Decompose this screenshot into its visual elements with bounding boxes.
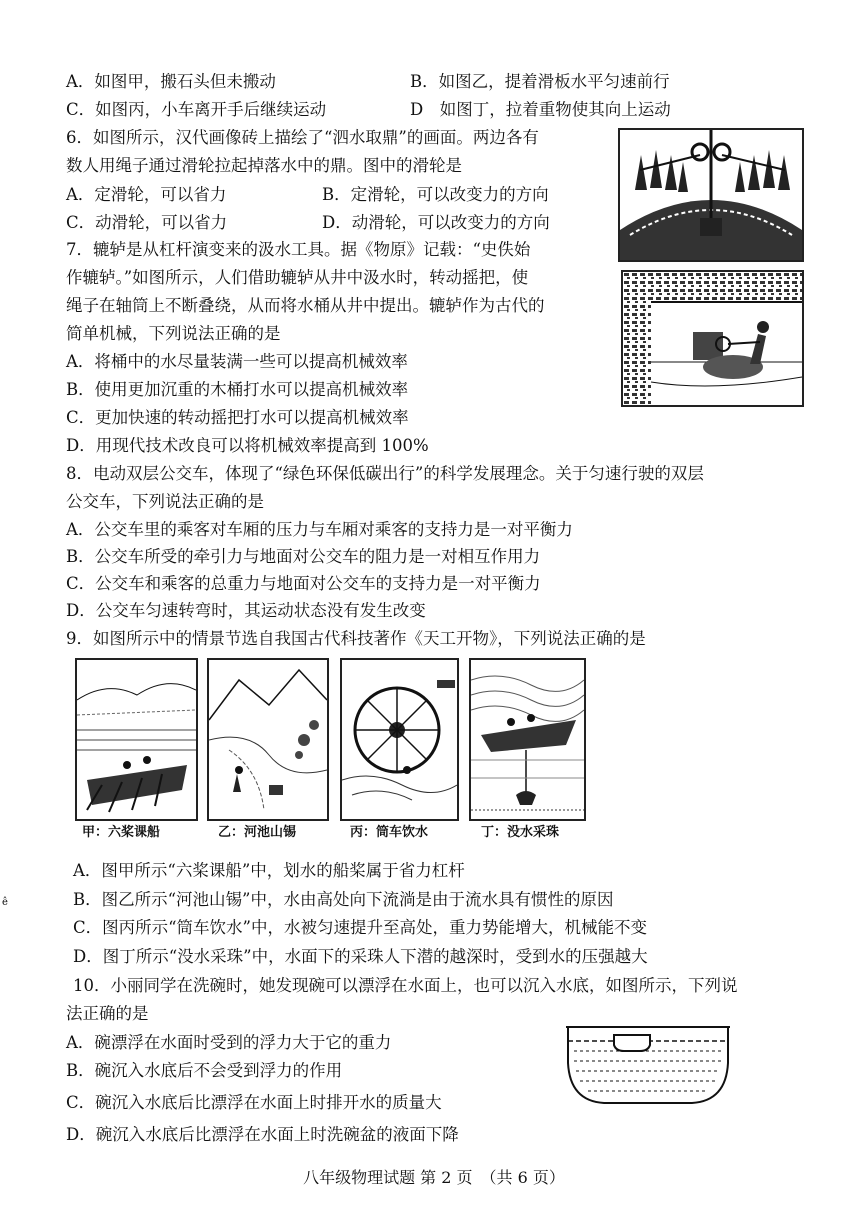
q6-option-d: D．动滑轮，可以改变力的方向 — [322, 213, 550, 232]
caption-bing: 丙：筒车饮水 — [350, 825, 429, 840]
q6-option-c: C．动滑轮，可以省力 — [66, 213, 228, 232]
q7-stem-line-4: 简单机械，下列说法正确的是 — [66, 324, 281, 343]
q8-option-a: A．公交车里的乘客对车厢的压力与车厢对乘客的支持力是一对平衡力 — [66, 520, 573, 539]
q8-option-c: C．公交车和乘客的总重力与地面对公交车的支持力是一对平衡力 — [66, 574, 541, 593]
pearl-diving-image — [469, 658, 586, 821]
q8-option-d: D．公交车匀速转弯时，其运动状态没有发生改变 — [66, 601, 426, 620]
caption-jia: 甲：六桨课船 — [82, 825, 161, 840]
q6-option-b: B．定滑轮，可以改变力的方向 — [322, 185, 549, 204]
q6-option-a: A．定滑轮，可以省力 — [66, 185, 227, 204]
q8-option-b: B．公交车所受的牵引力与地面对公交车的阻力是一对相互作用力 — [66, 547, 541, 566]
q9-stem: 9．如图所示中的情景节选自我国古代科技著作《天工开物》，下列说法正确的是 — [66, 629, 646, 648]
six-oar-boat-image — [75, 658, 198, 821]
q7-option-d: D．用现代技术改良可以将机械效率提高到 100% — [66, 436, 429, 455]
q10-stem-line-2: 法正确的是 — [66, 1004, 149, 1023]
waterwheel-image — [340, 658, 459, 821]
q7-stem-line-3: 绳子在轴筒上不断叠绕，从而将水桶从井中提出。辘轳作为古代的 — [66, 296, 545, 315]
windlass-image — [621, 270, 804, 407]
q7-stem-line-2: 作辘轳。”如图所示，人们借助辘轳从井中汲水时，转动摇把，使 — [66, 268, 529, 287]
q8-stem-line-1: 8．电动双层公交车，体现了“绿色环保低碳出行”的科学发展理念。关于匀速行驶的双层 — [66, 464, 704, 483]
q6-stem-line-2: 数人用绳子通过滑轮拉起掉落水中的鼎。图中的滑轮是 — [66, 156, 462, 175]
q10-option-a: A．碗漂浮在水面时受到的浮力大于它的重力 — [66, 1033, 392, 1052]
q5-option-a: A．如图甲，搬石头但未搬动 — [66, 72, 276, 91]
q7-option-c: C．更加快速的转动摇把打水可以提高机械效率 — [66, 408, 409, 427]
pulley-brick-image — [618, 128, 804, 262]
q9-option-a: A．图甲所示“六桨课船”中，划水的船桨属于省力杠杆 — [73, 861, 465, 880]
q7-option-a: A．将桶中的水尽量装满一些可以提高机械效率 — [66, 352, 408, 371]
page-footer: 八年级物理试题 第 2 页 （共 6 页） — [303, 1168, 565, 1187]
q10-option-c: C．碗沉入水底后比漂浮在水面上时排开水的质量大 — [66, 1093, 442, 1112]
q10-stem-line-1: 10．小丽同学在洗碗时，她发现碗可以漂浮在水面上，也可以沉入水底，如图所示，下列说 — [73, 976, 738, 995]
caption-ding: 丁：没水采珠 — [481, 825, 560, 840]
basin-bowl-diagram — [564, 1023, 732, 1105]
q5-option-b: B．如图乙，提着滑板水平匀速前行 — [410, 72, 670, 91]
q5-option-c: C．如图丙，小车离开手后继续运动 — [66, 100, 327, 119]
q6-stem-line-1: 6．如图所示，汉代画像砖上描绘了“泗水取鼎”的画面。两边各有 — [66, 128, 539, 147]
caption-yi: 乙：河池山锡 — [218, 825, 297, 840]
q9-option-d: D．图丁所示“没水采珠”中，水面下的采珠人下潜的越深时，受到水的压强越大 — [73, 947, 648, 966]
q9-option-b: B．图乙所示“河池山锡”中，水由高处向下流淌是由于流水具有惯性的原因 — [73, 890, 614, 909]
q5-option-d: D 如图丁，拉着重物使其向上运动 — [410, 100, 671, 119]
q7-stem-line-1: 7．辘轳是从杠杆演变来的汲水工具。据《物原》记载：“史佚始 — [66, 240, 531, 259]
q8-stem-line-2: 公交车，下列说法正确的是 — [66, 492, 264, 511]
margin-mark: ê — [2, 897, 8, 908]
q7-option-b: B．使用更加沉重的木桶打水可以提高机械效率 — [66, 380, 409, 399]
q10-option-b: B．碗沉入水底后不会受到浮力的作用 — [66, 1061, 343, 1080]
tin-mining-image — [207, 658, 329, 821]
q10-option-d: D．碗沉入水底后比漂浮在水面上时洗碗盆的液面下降 — [66, 1125, 459, 1144]
q9-option-c: C．图丙所示“筒车饮水”中，水被匀速提升至高处，重力势能增大，机械能不变 — [73, 918, 647, 937]
